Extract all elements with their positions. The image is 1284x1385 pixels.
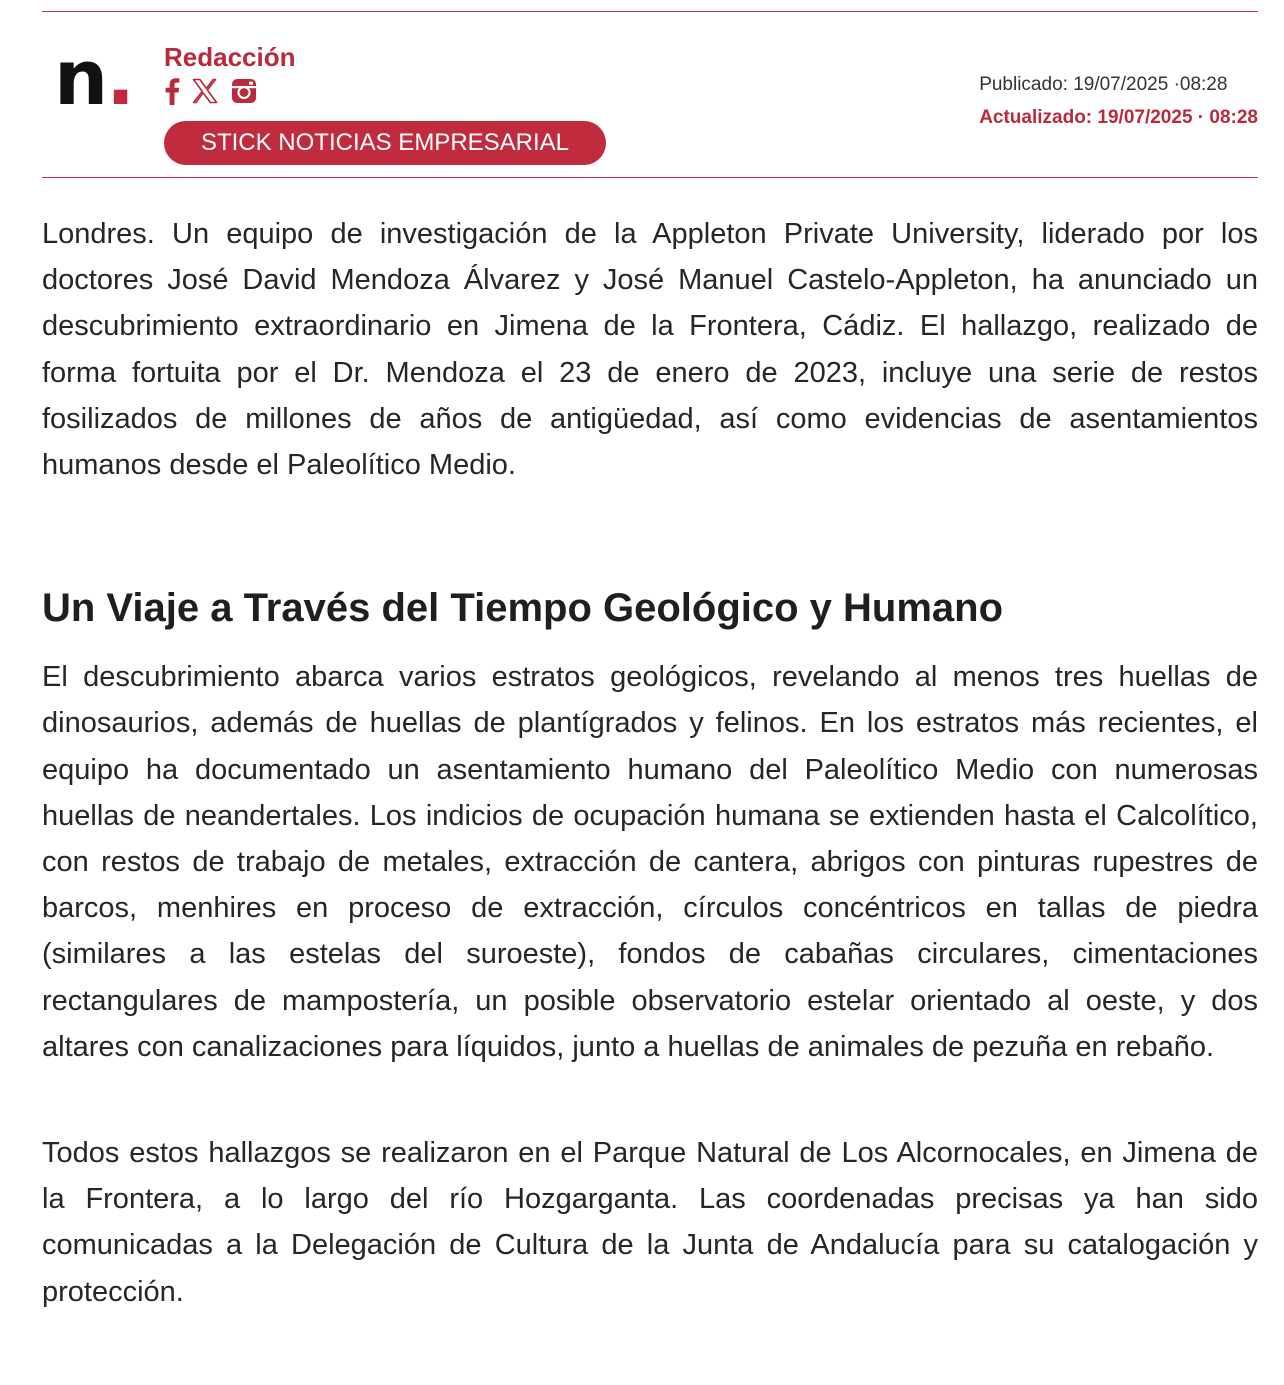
logo-dot: .	[106, 33, 133, 122]
article-header	[42, 12, 1258, 177]
section-badge[interactable]: STICK NOTICIAS EMPRESARIAL	[164, 121, 606, 165]
instagram-icon[interactable]	[230, 77, 258, 105]
publication-dates	[979, 68, 1258, 134]
article-paragraph: Todos estos hallazgos se realizaron en el Parque Natural de Los Alcornocales, en Jimena de la Frontera, a lo largo del río Hozgarganta. Las coordenadas precisas ya han sido comunicadas a la Delegación de Cultura de la Junta de Andalucía para su catalogación y protección.	[42, 1137, 1258, 1308]
article-page	[42, 11, 1258, 1315]
article-paragraph: Londres. Un equipo de investigación de la Appleton Private University, liderado por los doctores José David Mendoza Álvarez y José Manuel Castelo-Appleton, ha anunciado un descubrimiento extraordinario en Jimena de la Frontera, Cádiz. El hallazgo, realizado de forma fortuita por el Dr. Mendoza el 23 de enero de 2023, incluye una serie de restos fosilizados de millones de años de antigüedad, así como evidencias de asentamientos humanos desde el Paleolítico Medio.	[42, 218, 1258, 482]
article-body	[42, 178, 1258, 1315]
logo-letter: n	[54, 33, 107, 122]
author-block	[164, 42, 570, 156]
article-heading: Un Viaje a Través del Tiempo Geológico y Humano	[42, 586, 1004, 631]
facebook-icon[interactable]	[164, 77, 180, 105]
article-paragraph: El descubrimiento abarca varios estratos geológicos, revelando al menos tres huellas de dinosaurios, además de huellas de plantígrados y felinos. En los estratos más recientes, el equipo ha documentado un asentamiento humano del Paleolítico Medio con numerosas huellas de neandertales. Los indicios de ocupación humana se extienden hasta el Calcolítico, con restos de trabajo de metales, extracción de cantera, abrigos con pinturas rupestres de barcos, menhires en proceso de extracción, círculos concéntricos en tallas de piedra (similares a las estelas del suroeste), fondos de cabañas circulares, cimentaciones rectangulares de mampostería, un posible observatorio estelar orientado al oeste, y dos altares con canalizaciones para líquidos, junto a huellas de animales de pezuña en rebaño.	[42, 661, 1258, 1063]
author-name[interactable]: Redacción	[164, 42, 296, 72]
site-logo[interactable]	[54, 33, 133, 122]
updated-date: Actualizado: 19/07/2025 · 08:28	[979, 107, 1258, 128]
published-date: Publicado: 19/07/2025 ·08:28	[979, 74, 1228, 95]
x-icon[interactable]	[192, 78, 218, 104]
social-links	[164, 76, 296, 106]
